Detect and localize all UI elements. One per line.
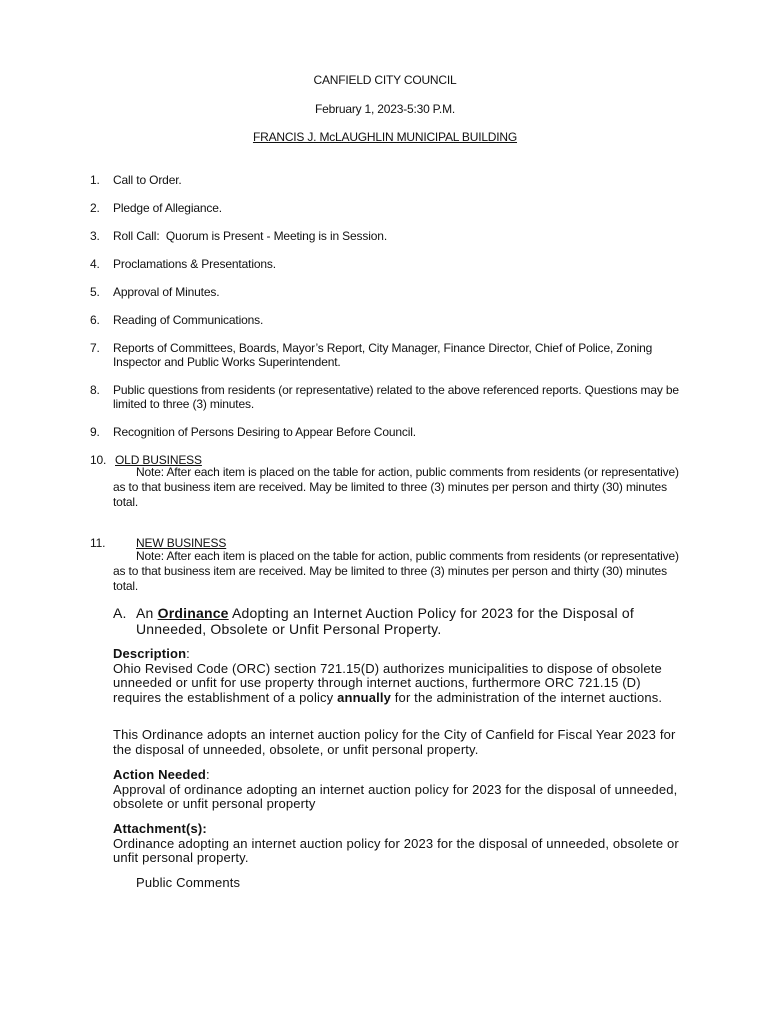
attachments-text: Ordinance adopting an internet auction policy for 2023 for the disposal of unneeded, obsolete or unfit personal property.: [113, 835, 679, 865]
item-number: 2.: [90, 201, 100, 215]
public-comments: Public Comments: [136, 875, 241, 890]
old-business-note-text: Note: After each item is placed on the table for action, public comments from residents (or representative) as to that business item are received. May be limited to three (3) minutes per person and thirty (30) minutes total.: [113, 465, 679, 509]
item-number: 7.: [90, 341, 100, 355]
description-label: Description: [113, 646, 187, 661]
description-paragraph: [113, 662, 683, 706]
action-block: Action Needed: Approval of ordinance adopting an internet auction policy for 2023 for the disposal of unneeded, obsolete or unfit personal property: [113, 768, 683, 812]
description-emphasis: annually: [337, 689, 392, 705]
ordinance-title-text: Adopting an Internet Auction Policy for 2023 for the Disposal of Unneeded, Obsolete or Unfit Personal Property.: [136, 605, 634, 637]
item-number: 4.: [90, 257, 100, 271]
item-text: Reports of Committees, Boards, Mayor’s Report, City Manager, Finance Director, Chief of Police, Zoning Inspector and Public Works Superintendent.: [113, 341, 653, 369]
item-text: Recognition of Persons Desiring to Appear Before Council.: [113, 425, 416, 439]
ordinance-letter: A.: [113, 605, 127, 621]
old-business-note: [113, 465, 683, 510]
item-text: Roll Call: Quorum is Present - Meeting is in Session.: [113, 229, 388, 243]
meeting-location: FRANCIS J. McLAUGHLIN MUNICIPAL BUILDING: [252, 130, 518, 144]
ordinance-keyword: Ordinance: [157, 605, 229, 621]
item-number: 3.: [90, 229, 100, 243]
item-number: 1.: [90, 173, 100, 187]
item-text: Public questions from residents (or representative) related to the above referenced reports. Questions may be limited to three (3) minutes.: [113, 383, 679, 411]
ordinance-title: [136, 605, 681, 637]
council-title: CANFIELD CITY COUNCIL: [313, 73, 457, 87]
new-business-note: [113, 549, 683, 594]
item-number: 10.: [90, 453, 107, 467]
new-business-note-text: Note: After each item is placed on the table for action, public comments from residents (or representative) as to that business item are received. May be limited to three (3) minutes per person and thirty (30) minutes total.: [113, 549, 679, 593]
description-text: Ohio Revised Code (ORC) section 721.15(D) authorizes municipalities to dispose of obsolete unneeded or unfit for use property through internet auctions, furthermore ORC 721.15 (D) requires the establishment of a policy: [113, 660, 662, 705]
item-number: 5.: [90, 285, 100, 299]
meeting-date: February 1, 2023-5:30 P.M.: [315, 102, 455, 116]
description-text-end: for the administration of the internet auctions.: [394, 689, 663, 705]
action-text: Approval of ordinance adopting an internet auction policy for 2023 for the disposal of unneeded, obsolete or unfit personal property: [113, 781, 678, 811]
item-number: 6.: [90, 313, 100, 327]
item-text: Proclamations & Presentations.: [113, 257, 276, 271]
new-business-heading: NEW BUSINESS: [136, 536, 227, 550]
old-business-heading: OLD BUSINESS: [115, 453, 202, 467]
item-text: Reading of Communications.: [113, 313, 264, 327]
description-paragraph-2: This Ordinance adopts an internet auction policy for the City of Canfield for Fiscal Year 2023 for the disposal of unneeded, obsolete, or unfit personal property.: [113, 727, 676, 757]
description-block: Description: Ohio Revised Code (ORC) section 721.15(D) authorizes municipalities to dispose of obsolete unneeded or unfit for use property through internet auctions, furthermore ORC 721.15 (D) requires the establishment of a policy annually for the administration of the internet auctions.: [113, 647, 683, 705]
attachments-block: [113, 822, 683, 866]
item-text: Pledge of Allegiance.: [113, 201, 222, 215]
item-number: 9.: [90, 425, 100, 439]
item-number: 8.: [90, 383, 100, 397]
ordinance-prefix: An: [136, 605, 154, 621]
action-label: Action Needed: [113, 767, 206, 782]
item-text: Call to Order.: [113, 173, 182, 187]
item-text: Approval of Minutes.: [113, 285, 220, 299]
attachments-label: Attachment(s):: [113, 821, 207, 836]
item-number: 11.: [90, 536, 106, 550]
